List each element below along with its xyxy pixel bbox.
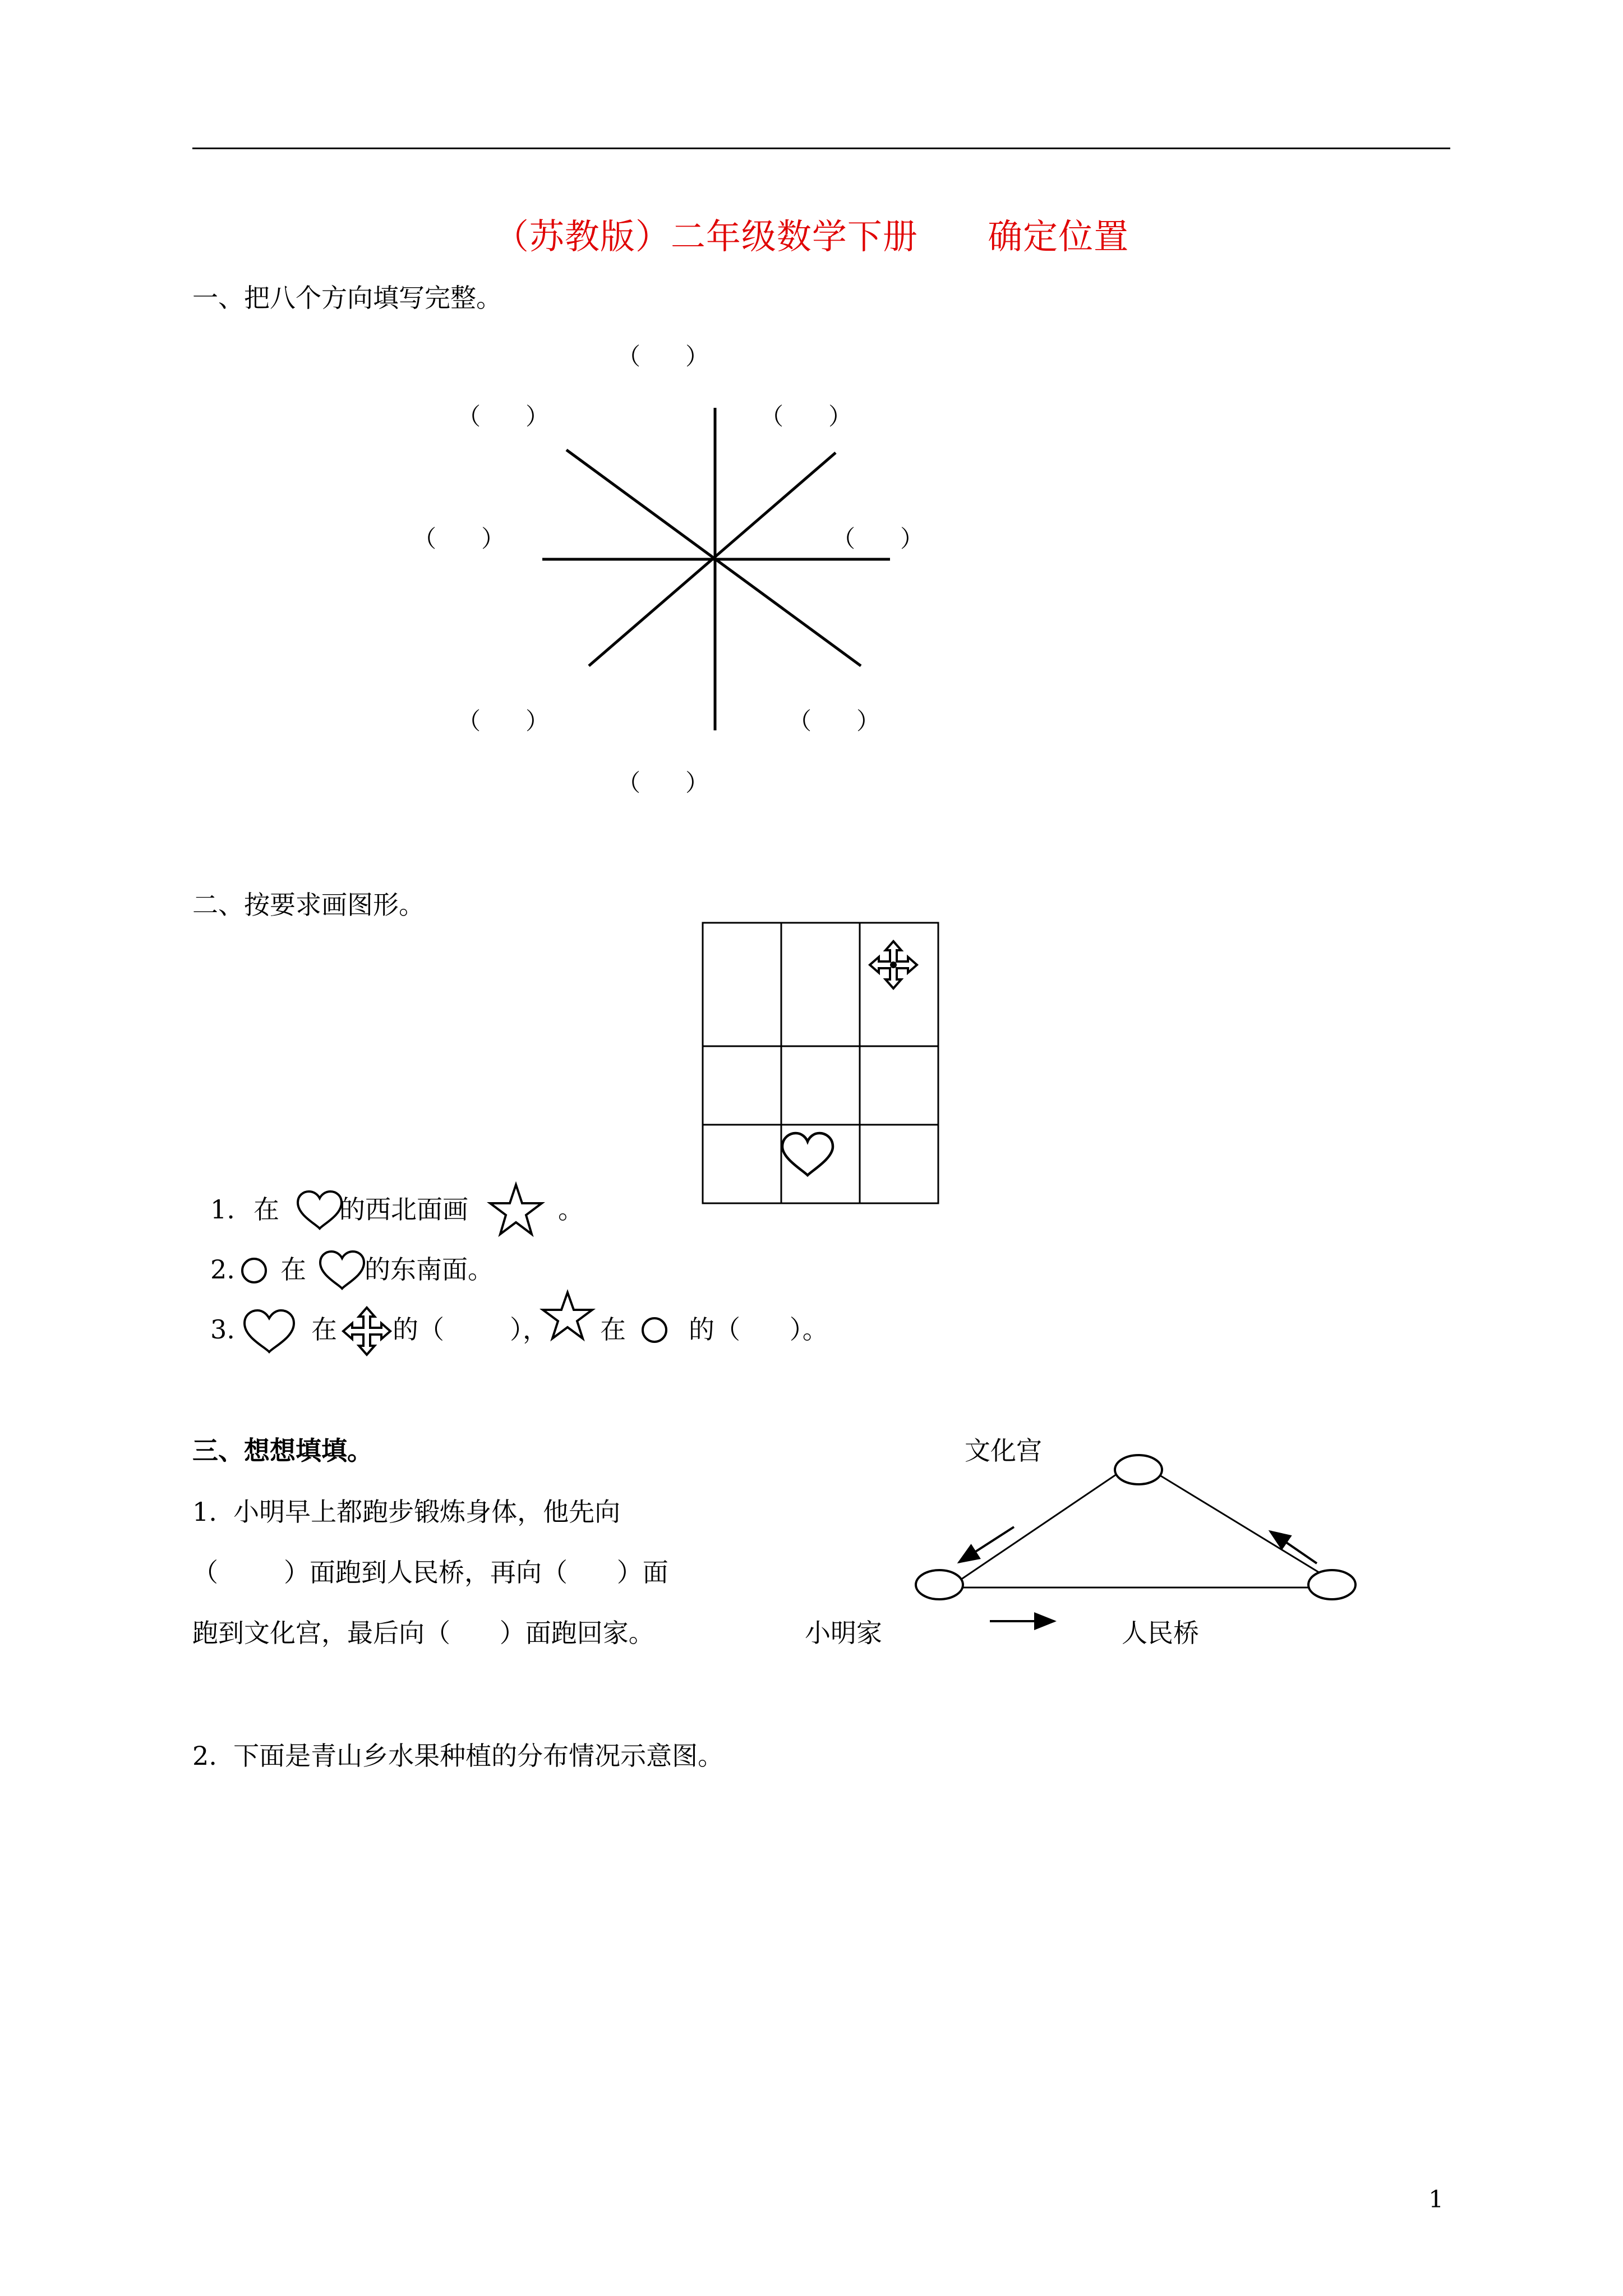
page-number: 1: [1428, 2185, 1444, 2213]
direction-blank-east[interactable]: （ ）: [832, 525, 924, 553]
node-cultural-palace: [1115, 1455, 1162, 1484]
q2-3-text-b: 的（ ），: [393, 1314, 548, 1345]
direction-blank-south[interactable]: （ ）: [617, 769, 709, 797]
direction-blank-west[interactable]: （ ）: [413, 525, 505, 553]
direction-blank-southwest[interactable]: （ ）: [457, 707, 550, 735]
section3-heading: 三、想想填填。: [192, 1435, 373, 1466]
q2-1-text-a: 在: [253, 1194, 279, 1225]
q2-1-number: 1.: [210, 1194, 235, 1225]
map-label-xiaoming-home: 小明家: [805, 1618, 882, 1648]
direction-blank-north[interactable]: （ ）: [617, 343, 709, 370]
q2-3-text-d: 的（ ）。: [689, 1314, 828, 1345]
page-title: （苏教版）二年级数学下册 确定位置: [494, 216, 1129, 257]
q3-2-text: 2. 下面是青山乡水果种植的分布情况示意图。: [192, 1741, 724, 1771]
q3-1-line1: 1. 小明早上都跑步锻炼身体，他先向: [192, 1497, 621, 1527]
q3-1-line2: （ ）面跑到人民桥，再向（ ）面: [192, 1557, 668, 1588]
q2-2-text-a: 在: [280, 1254, 306, 1285]
map-label-people-bridge: 人民桥: [1122, 1618, 1199, 1648]
section2-heading: 二、按要求画图形。: [192, 890, 425, 920]
direction-blank-northeast[interactable]: （ ）: [760, 403, 852, 430]
q2-3-text-c: 在: [600, 1314, 626, 1345]
q2-3-text-a: 在: [311, 1314, 337, 1345]
q2-2-number: 2.: [210, 1254, 235, 1285]
map-label-cultural-palace: 文化宫: [965, 1435, 1042, 1466]
q3-1-line3: 跑到文化宫，最后向（ ）面跑回家。: [192, 1618, 654, 1648]
direction-blank-southeast[interactable]: （ ）: [788, 707, 880, 735]
q2-2-text-b: 的东南面。: [365, 1254, 494, 1285]
q2-3-number: 3.: [210, 1314, 235, 1345]
node-xiaoming-home: [916, 1570, 963, 1599]
q2-1-text-c: 。: [558, 1194, 584, 1225]
section1-heading: 一、把八个方向填写完整。: [192, 283, 502, 313]
q2-1-text-b: 的西北面画: [339, 1194, 468, 1225]
direction-blank-northwest[interactable]: （ ）: [457, 403, 550, 430]
node-people-bridge: [1308, 1570, 1355, 1599]
